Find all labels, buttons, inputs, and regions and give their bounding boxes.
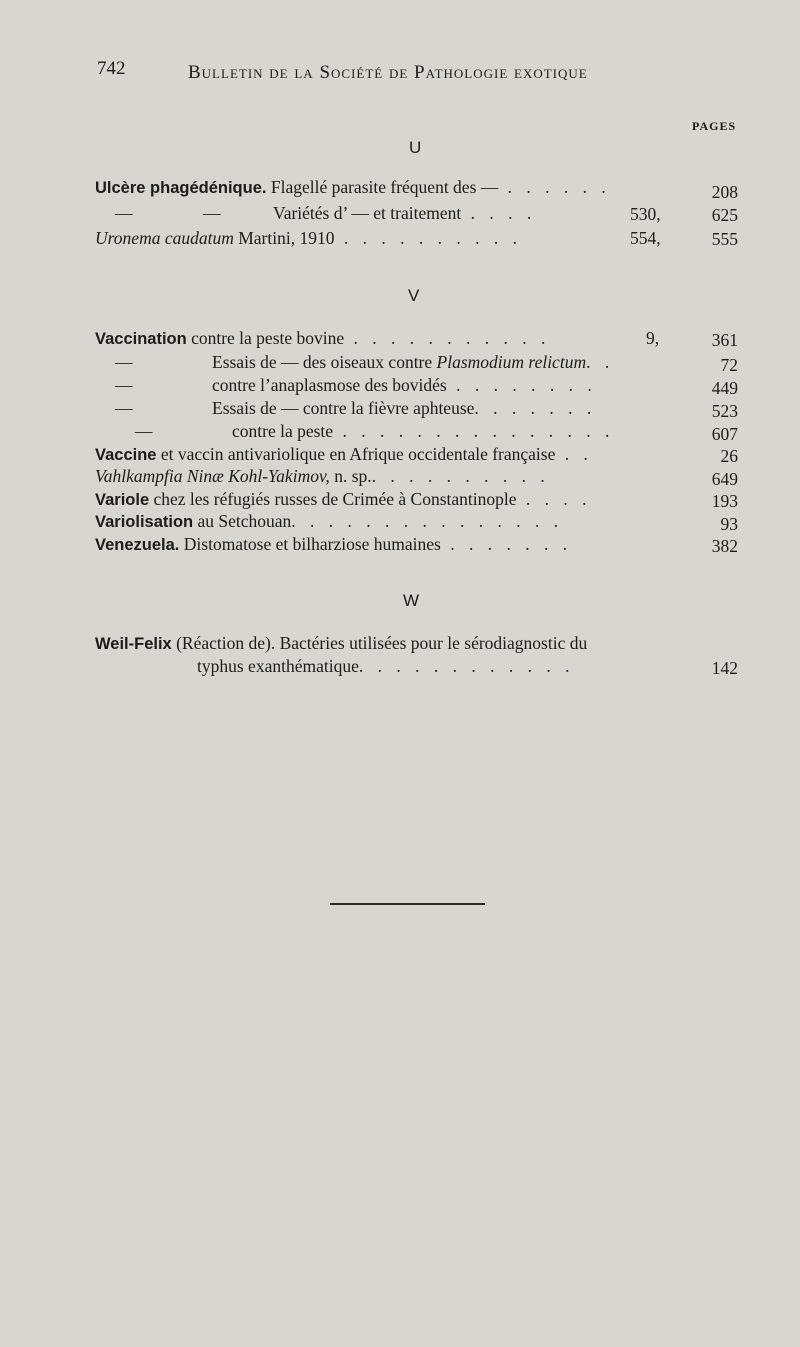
entry-page: 555 [711,229,738,249]
entry-dash: — [135,421,153,441]
index-entry [95,488,592,511]
entry-head: Ulcère phagédénique. [95,179,267,197]
index-entry [95,465,550,487]
leader-dots: . . . . . . . . . . . [344,328,551,348]
entry-text: (Réaction de). Bactéries utilisées pour le sérodiagnostic du [171,633,588,653]
index-entry [95,510,563,533]
entry-text: chez les réfugiés russes de Crimée à Constantinople [149,489,517,509]
entry-text: contre la peste [232,421,334,441]
entry-page: 361 [711,330,738,350]
section-letter-v: V [408,286,420,305]
entry-head: Variole [95,491,150,509]
entry-head-italic: Vahlkampfia Ninæ Kohl-Yakimov, [95,466,330,486]
entry-text: Martini, 1910 [233,228,335,248]
entry-text: Distomatose et bilharziose humaines [179,534,441,554]
entry-page: 193 [711,491,738,511]
entry-page: 93 [720,514,738,534]
entry-text: et vaccin antivariolique en Afrique occidentale française [156,444,556,464]
entry-page: 607 [711,424,738,444]
entry-text: contre la peste bovine [186,328,345,348]
entry-text: Essais de — contre la fièvre aphteuse [212,398,475,418]
index-entry [95,176,611,199]
index-entry [95,351,614,373]
index-entry [95,227,522,249]
entry-head-italic: Uronema caudatum [95,228,234,248]
leader-dots: . . . . . . . . . . . . [358,656,575,676]
leader-dots: . . . . . . . . [446,375,597,395]
entry-page: 625 [711,205,738,225]
index-entry-continuation [197,655,574,677]
index-entry [95,397,596,419]
pages-column-label: PAGES [692,119,737,133]
entry-page-first: 530, [630,204,661,224]
leader-dots: . . . . . . . . . . . . . . . [333,421,615,441]
entry-page-first: 554, [630,228,661,248]
entry-dash: — [115,352,133,372]
index-entry [95,443,593,466]
entry-page: 142 [711,658,738,678]
entry-head: Weil-Felix [95,635,172,653]
entry-page-first: 9, [646,328,660,348]
leader-dots: . . . . . . [498,177,611,197]
entry-page: 26 [720,446,738,466]
section-letter-w: W [403,591,420,610]
entry-head: Vaccination [95,330,187,348]
entry-dash: — [115,203,133,223]
leader-dots: . . . . . . . [440,534,573,554]
index-entry [95,632,587,655]
leader-dots: . . . . . . . . . . [334,228,522,248]
leader-dots: . . . . [516,489,592,509]
index-entry [95,420,614,442]
entry-italic: Plasmodium relictum [436,352,587,372]
entry-text: Essais de — des oiseaux contre [212,352,437,372]
entry-text: Variétés d’ — et traitement [273,203,462,223]
entry-text: n. sp. [329,466,372,486]
entry-text: typhus exanthématique [197,656,359,676]
entry-head: Venezuela. [95,536,180,554]
entry-dash: — [115,375,133,395]
page-number: 742 [97,58,126,79]
entry-head: Vaccine [95,446,157,464]
leader-dots: . . [555,444,593,464]
leader-dots: . . . . [461,203,537,223]
leader-dots: . . . . . . . [474,398,597,418]
index-entry [95,374,597,396]
leader-dots: . . . . . . . . . . . . . . . [291,511,564,531]
entry-text: au Setchouan [193,511,292,531]
running-head: Bulletin de la Société de Pathologie exotique [188,62,588,83]
entry-page: 382 [711,536,738,556]
leader-dots: . . [586,352,615,372]
entry-page: 449 [711,378,738,398]
entry-page: 523 [711,401,738,421]
entry-text: Flagellé parasite fréquent des — [266,177,499,197]
entry-page: 649 [711,469,738,489]
entry-head: Variolisation [95,513,194,531]
leader-dots: . . . . . . . . . . [371,466,550,486]
entry-page: 208 [711,182,738,202]
index-entry: — — Variétés d’ — et traitement . . . . [95,202,536,224]
section-letter-u: U [409,138,422,157]
entry-page: 72 [720,355,738,375]
index-entry [95,533,572,556]
entry-text: contre l’anaplasmose des bovidés [212,375,447,395]
end-rule [330,903,485,905]
entry-dash: — [115,398,133,418]
index-entry [95,327,550,350]
